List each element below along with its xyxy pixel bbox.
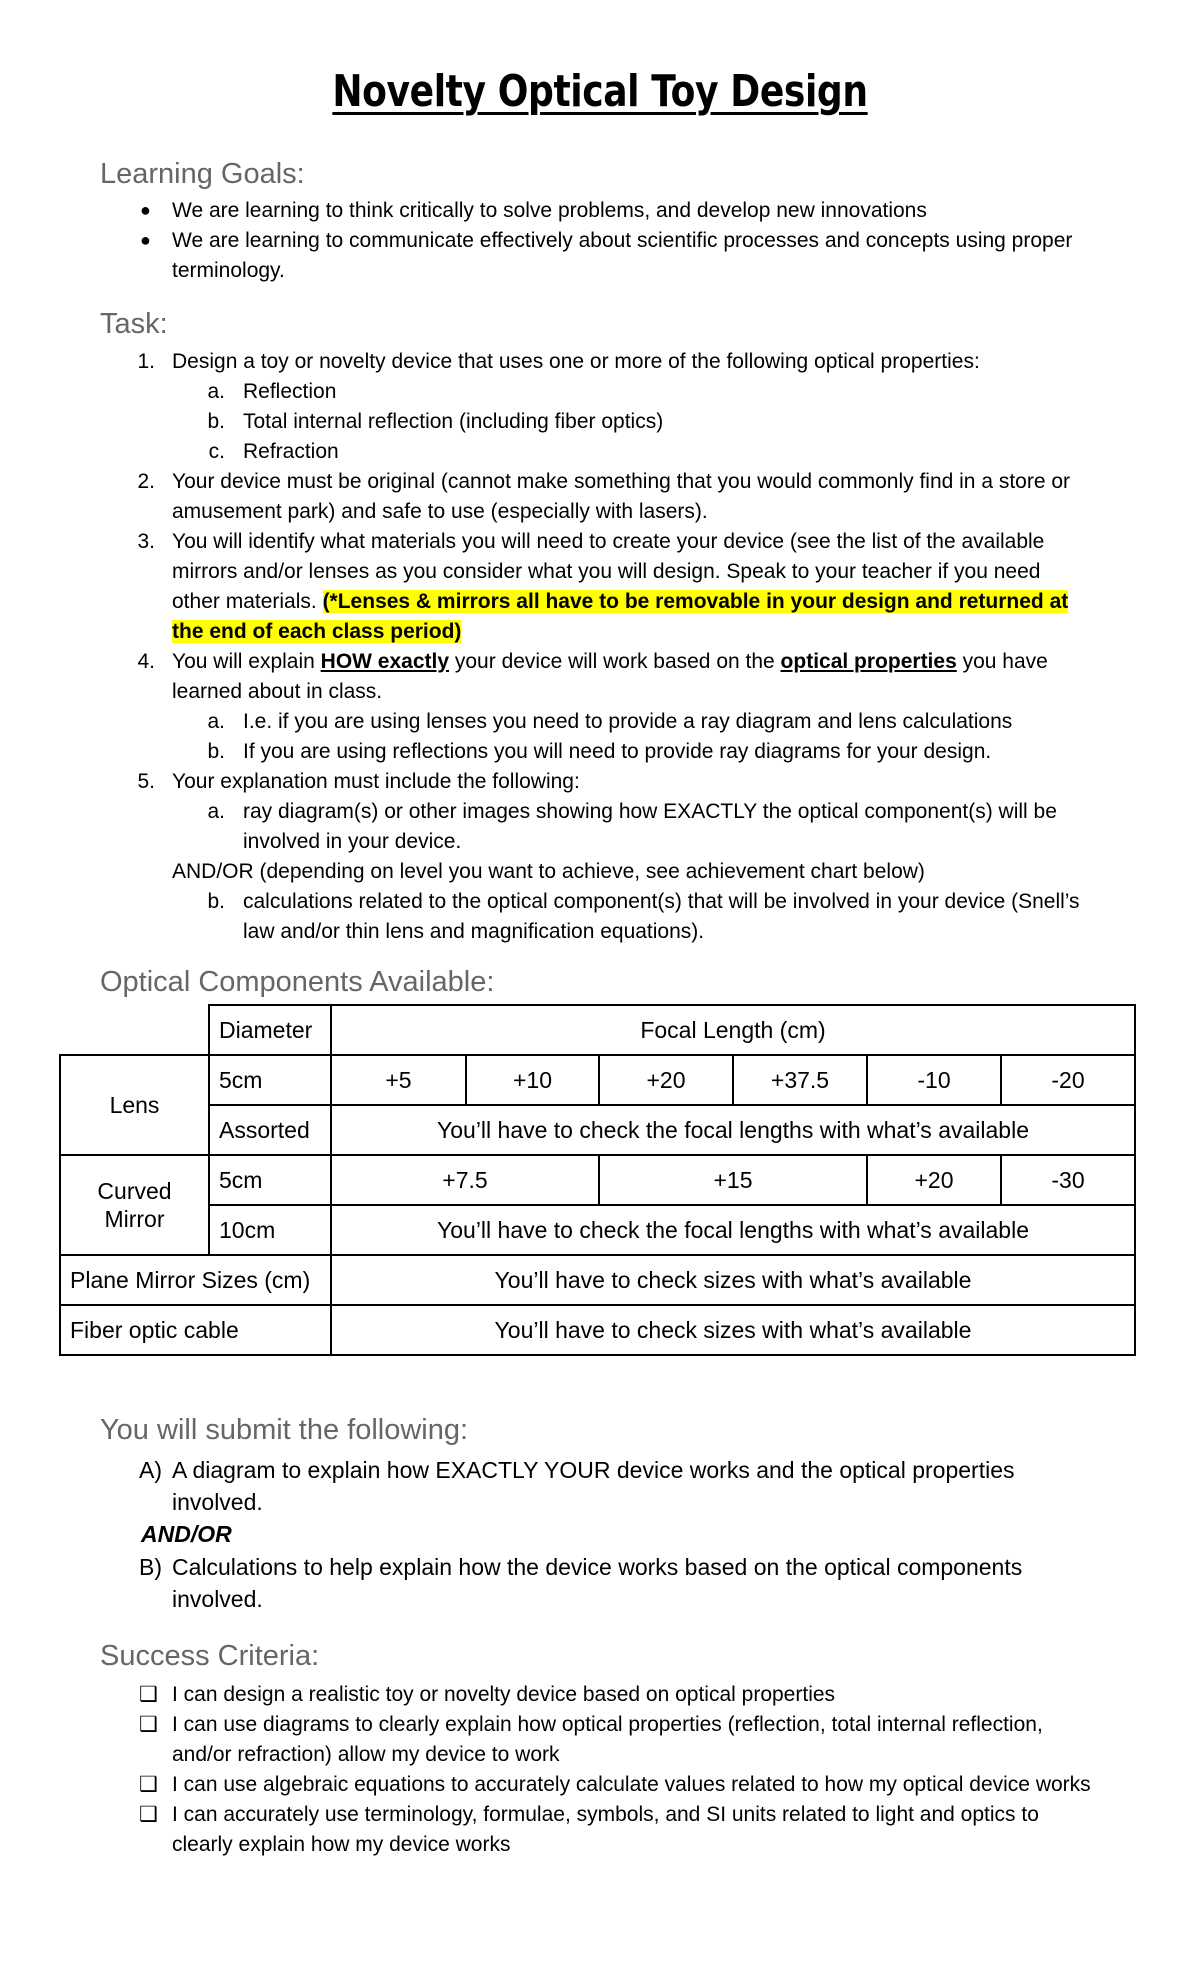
success-heading: Success Criteria: bbox=[100, 1640, 320, 1672]
lens-focal-value: +5 bbox=[330, 1054, 467, 1106]
task-item-2-line-1: Your device must be original (cannot make something that you would commonly find in a store or bbox=[172, 470, 1071, 493]
submit-heading: You will submit the following: bbox=[100, 1414, 469, 1446]
task-item-5b-line-2: law and/or thin lens and magnification equations). bbox=[243, 920, 705, 943]
task-item-4-text-e: you have bbox=[956, 650, 1048, 673]
list-marker: c. bbox=[208, 440, 225, 463]
lens-focal-value: +37.5 bbox=[732, 1054, 868, 1106]
mirror-focal-value: -30 bbox=[1000, 1154, 1136, 1206]
learning-goals-heading: Learning Goals: bbox=[100, 158, 305, 190]
task-item-3-line-4 bbox=[172, 617, 461, 646]
task-item-1a: Reflection bbox=[243, 380, 337, 403]
task-item-5-andor: AND/OR (depending on level you want to achieve, see achievement chart below) bbox=[172, 860, 925, 883]
mirror-focal-value: +20 bbox=[866, 1154, 1002, 1206]
row-label-plane-mirror: Plane Mirror Sizes (cm) bbox=[59, 1254, 332, 1306]
submit-andor: AND/OR bbox=[141, 1521, 232, 1547]
checkbox-icon: ❑ bbox=[139, 1773, 158, 1796]
criteria-3: I can use algebraic equations to accurately calculate values related to how my optical device works bbox=[172, 1773, 1091, 1796]
lens-diameter-assorted: Assorted bbox=[208, 1104, 332, 1156]
task-item-3-line-2: mirrors and/or lenses as you consider what you will design. Speak to your teacher if you need bbox=[172, 560, 1041, 583]
submit-a-line-1: A diagram to explain how EXACTLY YOUR device works and the optical properties bbox=[172, 1457, 1015, 1483]
task-item-1b: Total internal reflection (including fiber optics) bbox=[243, 410, 664, 433]
list-marker: 5. bbox=[137, 770, 155, 793]
plane-mirror-note: You’ll have to check sizes with what’s available bbox=[330, 1254, 1136, 1306]
checkbox-icon: ❑ bbox=[139, 1803, 158, 1826]
list-marker: 2. bbox=[137, 470, 155, 493]
task-item-4-line-1 bbox=[172, 647, 1048, 676]
criteria-1: I can design a realistic toy or novelty device based on optical properties bbox=[172, 1683, 836, 1706]
task-item-4b: If you are using reflections you will need to provide ray diagrams for your design. bbox=[243, 740, 992, 763]
list-marker: a. bbox=[207, 800, 225, 823]
components-heading: Optical Components Available: bbox=[100, 966, 495, 998]
task-item-3-highlight-2: the end of each class period) bbox=[172, 620, 462, 643]
criteria-2-line-2: and/or refraction) allow my device to work bbox=[172, 1743, 560, 1766]
list-marker: B) bbox=[139, 1554, 162, 1580]
mirror-focal-value: +15 bbox=[598, 1154, 868, 1206]
curved-mirror-label-line-1: Curved bbox=[97, 1178, 172, 1204]
task-item-1c: Refraction bbox=[243, 440, 339, 463]
lens-focal-value: -20 bbox=[1000, 1054, 1136, 1106]
task-heading: Task: bbox=[100, 308, 168, 340]
submit-b-line-1: Calculations to help explain how the device works based on the optical components bbox=[172, 1554, 1023, 1580]
mirror-10cm-note: You’ll have to check the focal lengths with what’s available bbox=[330, 1204, 1136, 1256]
submit-a-line-2: involved. bbox=[172, 1489, 263, 1515]
task-item-4a: I.e. if you are using lenses you need to provide a ray diagram and lens calculations bbox=[243, 710, 1013, 733]
task-item-3-plain: other materials. bbox=[172, 590, 323, 613]
list-marker: 3. bbox=[137, 530, 155, 553]
list-marker: 4. bbox=[137, 650, 155, 673]
list-marker: A) bbox=[139, 1457, 162, 1483]
submit-b-line-2: involved. bbox=[172, 1586, 263, 1612]
header-diameter: Diameter bbox=[208, 1004, 332, 1056]
curved-mirror-label-line-2: Mirror bbox=[104, 1206, 165, 1232]
list-marker: b. bbox=[207, 890, 225, 913]
task-item-4-emphasis-optical: optical properties bbox=[780, 650, 957, 673]
list-marker: b. bbox=[207, 410, 225, 433]
goal-2-line-2: terminology. bbox=[172, 259, 285, 282]
task-item-1: Design a toy or novelty device that uses one or more of the following optical properties: bbox=[172, 350, 980, 373]
goal-1: We are learning to think critically to solve problems, and develop new innovations bbox=[172, 199, 927, 222]
criteria-4-line-2: clearly explain how my device works bbox=[172, 1833, 511, 1856]
header-focal-length: Focal Length (cm) bbox=[330, 1004, 1136, 1056]
task-item-3-line-3 bbox=[172, 587, 1068, 616]
list-marker: b. bbox=[207, 740, 225, 763]
list-marker: a. bbox=[207, 380, 225, 403]
task-item-4-text-c: your device will work based on the bbox=[449, 650, 781, 673]
mirror-diameter-5cm: 5cm bbox=[208, 1154, 332, 1206]
lens-focal-value: +10 bbox=[465, 1054, 600, 1106]
lens-focal-value: +20 bbox=[598, 1054, 734, 1106]
row-label-lens: Lens bbox=[59, 1054, 210, 1156]
task-item-4-text-a: You will explain bbox=[172, 650, 321, 673]
task-item-2-line-2: amusement park) and safe to use (especially with lasers). bbox=[172, 500, 708, 523]
task-item-5a-line-1: ray diagram(s) or other images showing how EXACTLY the optical component(s) will be bbox=[243, 800, 1057, 823]
checkbox-icon: ❑ bbox=[139, 1713, 158, 1736]
task-item-4-emphasis-how: HOW exactly bbox=[320, 650, 450, 673]
task-item-5b-line-1: calculations related to the optical component(s) that will be involved in your device (Snell’s bbox=[243, 890, 1080, 913]
bullet-icon: ● bbox=[140, 230, 151, 250]
list-marker: a. bbox=[207, 710, 225, 733]
checkbox-icon: ❑ bbox=[139, 1683, 158, 1706]
page-title: Novelty Optical Toy Design bbox=[332, 66, 868, 117]
mirror-focal-value: +7.5 bbox=[330, 1154, 600, 1206]
goal-2-line-1: We are learning to communicate effectively about scientific processes and concepts using proper bbox=[172, 229, 1073, 252]
task-item-5a-line-2: involved in your device. bbox=[243, 830, 462, 853]
mirror-diameter-10cm: 10cm bbox=[208, 1204, 332, 1256]
criteria-4-line-1: I can accurately use terminology, formulae, symbols, and SI units related to light and optics to bbox=[172, 1803, 1039, 1826]
lens-diameter-5cm: 5cm bbox=[208, 1054, 332, 1106]
task-item-5: Your explanation must include the following: bbox=[172, 770, 580, 793]
lens-assorted-note: You’ll have to check the focal lengths with what’s available bbox=[330, 1104, 1136, 1156]
criteria-2-line-1: I can use diagrams to clearly explain how optical properties (reflection, total internal reflection, bbox=[172, 1713, 1043, 1736]
bullet-icon: ● bbox=[140, 200, 151, 220]
row-label-fiber-optic: Fiber optic cable bbox=[59, 1304, 332, 1356]
task-item-3-highlight-1: (*Lenses & mirrors all have to be removable in your design and returned at bbox=[322, 590, 1069, 613]
task-item-4-line-2: learned about in class. bbox=[172, 680, 383, 703]
fiber-optic-note: You’ll have to check sizes with what’s available bbox=[330, 1304, 1136, 1356]
list-marker: 1. bbox=[137, 350, 155, 373]
lens-focal-value: -10 bbox=[866, 1054, 1002, 1106]
task-item-3-line-1: You will identify what materials you will need to create your device (see the list of the available bbox=[172, 530, 1045, 553]
row-label-curved-mirror bbox=[59, 1154, 210, 1256]
